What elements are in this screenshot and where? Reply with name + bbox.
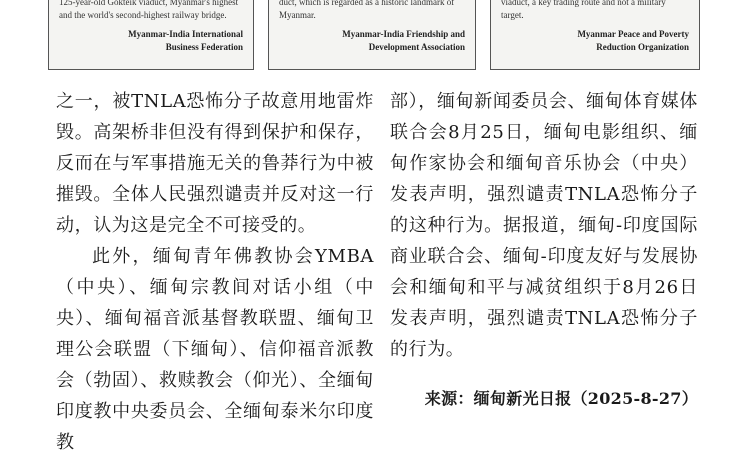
caption-org xyxy=(279,28,465,54)
article-paragraph: 之一，被TNLA恐怖分子故意用地雷炸毁。高架桥非但没有得到保护和保存，反而在与军事措施无关的鲁莽行为中被摧毁。全体人民强烈谴责并反对这一行动，认为这是完全不可接受的。 xyxy=(56,91,374,236)
caption-org-line: Myanmar Peace and Poverty xyxy=(577,29,689,39)
caption-org-line: Myanmar-India Friendship and xyxy=(342,29,465,39)
caption-text: viaduct, a key trading route and not a military target. xyxy=(501,0,666,20)
article-source: 来源：缅甸新光日报（2025-8-27） xyxy=(424,389,698,408)
article-column-right xyxy=(390,86,698,414)
article-column-left xyxy=(56,86,374,458)
caption-text: duct, which is regarded as a historic landmark of Myanmar. xyxy=(279,0,455,20)
photo-caption-card-1 xyxy=(48,0,254,70)
caption-org-line: Business Federation xyxy=(165,42,243,52)
caption-text: 125-year-old Gokteik viaduct, Myanmar's highest and the world's second-highest railway bridge. xyxy=(59,0,239,20)
photo-caption-card-3 xyxy=(490,0,700,70)
caption-org-line: Myanmar-India International xyxy=(128,29,243,39)
article-paragraph: 部），缅甸新闻委员会、缅甸体育媒体联合会8月25日，缅甸电影组织、缅甸作家协会和缅甸音乐协会（中央）发表声明，强烈谴责TNLA恐怖分子的这种行为。据报道，缅甸-印度国际商业联合会、缅甸-印度友好与发展协会和缅甸和平与减贫组织于8月26日发表声明，强烈谴责TNLA恐怖分子的行为。 xyxy=(390,91,698,360)
article-paragraph: 此外，缅甸青年佛教协会YMBA（中央）、缅甸宗教间对话小组（中央）、缅甸福音派基督教联盟、缅甸卫理公会联盟（下缅甸）、信仰福音派教会（勃固）、救赎教会（仰光）、全缅甸印度教中央委员会、全缅甸泰米尔印度教 xyxy=(56,246,374,453)
caption-org xyxy=(59,28,243,54)
caption-org-line: Development Association xyxy=(368,42,465,52)
caption-org xyxy=(501,28,689,54)
photo-caption-card-2 xyxy=(268,0,476,70)
caption-org-line: Reduction Organization xyxy=(596,42,689,52)
